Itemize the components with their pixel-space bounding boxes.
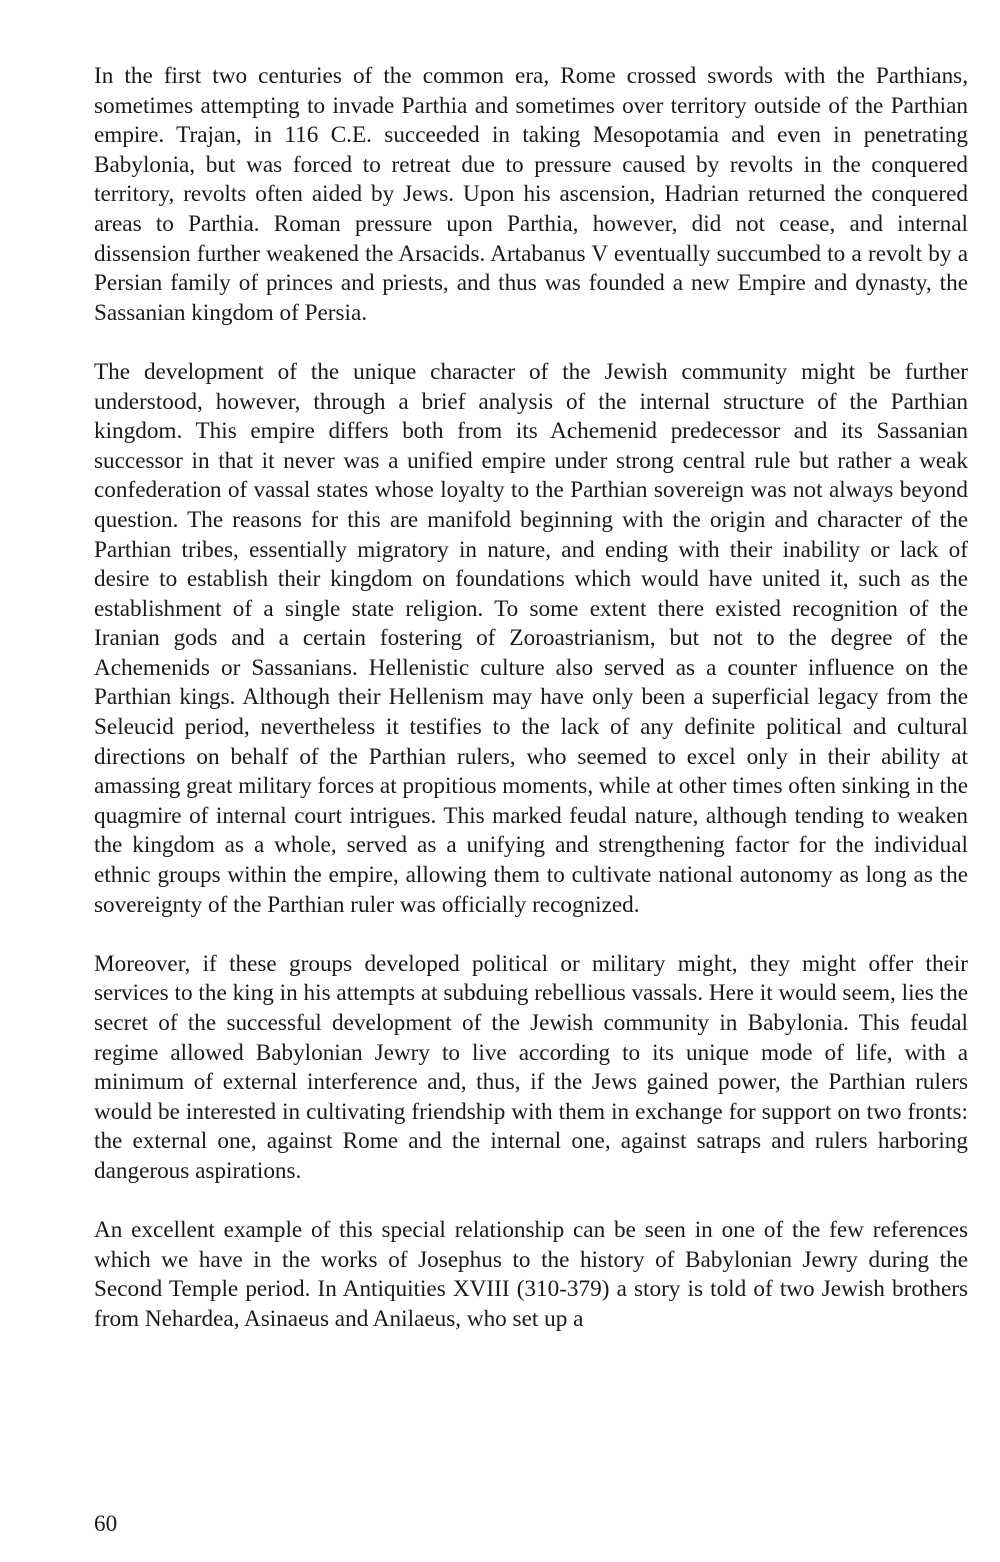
body-text xyxy=(94,62,968,1364)
paragraph-feudal-regime: Moreover, if these groups developed political or military might, they might offer their services to the king in his attempts at subduing rebellious vassals. Here it would seem, lies the secret of the successful development of the Jewish community in Babylonia. This feudal regime allowed Babylonian Jewry to live according to its unique mode of life, with a minimum of external interference and, thus, if the Jews gained power, the Parthian rulers would be interested in cultivating friendship with them in exchange for support on two fronts: the external one, against Rome and the internal one, against satraps and rulers harboring dangerous aspirations. xyxy=(94,950,968,1184)
paragraph-josephus-example: An excellent example of this special relationship can be seen in one of the few references which we have in the works of Josephus to the history of Babylonian Jewry during the Second Temple period. In Antiquities XVIII (310-379) a story is told of two Jewish brothers from Nehardea, Asinaeus and Anilaeus, who set up a xyxy=(94,1217,968,1332)
page-number: 60 xyxy=(94,1511,118,1537)
paragraph-parthian-structure: The development of the unique character of the Jewish community might be further understood, however, through a brief analysis of the internal structure of the Parthian kingdom. This empire differs both from its Achemenid predecessor and its Sassanian successor in that it never was a unified empire under strong central rule but rather a weak confederation of vassal states whose loyalty to the Parthian sovereign was not always beyond question. The reasons for this are manifold beginning with the origin and character of the Parthian tribes, essentially migratory in nature, and ending with their inability or lack of desire to establish their kingdom on foundations which would have united it, such as the establishment of a single state religion. To some extent there existed recognition of the Iranian gods and a certain fostering of Zoroastrianism, but not to the degree of the Achemenids or Sassanians. Hellenistic culture also served as a counter influence on the Parthian kings. Although their Hellenism may have only been a superficial legacy from the Seleucid period, nevertheless it testifies to the lack of any definite political and cultural directions on behalf of the Parthian rulers, who seemed to excel only in their ability at amassing great military forces at propitious moments, while at other times often sinking in the quagmire of internal court intrigues. This marked feudal nature, although tending to weaken the kingdom as a whole, served as a unifying and strengthening factor for the individual ethnic groups within the empire, allowing them to cultivate national autonomy as long as the sovereignty of the Parthian ruler was officially recognized. xyxy=(94,358,968,918)
paragraph-rome-parthia: In the first two centuries of the common era, Rome crossed swords with the Parthians, sometimes attempting to invade Parthia and sometimes over territory outside of the Parthian empire. Trajan, in 116 C.E. succeeded in taking Mesopotamia and even in penetrating Babylonia, but was forced to retreat due to pressure caused by revolts in the conquered territory, revolts often aided by Jews. Upon his ascension, Hadrian returned the conquered areas to Parthia. Roman pressure upon Parthia, however, did not cease, and internal dissension further weakened the Arsacids. Artabanus V eventually succumbed to a revolt by a Persian family of princes and priests, and thus was founded a new Empire and dynasty, the Sassanian kingdom of Persia. xyxy=(94,63,968,326)
